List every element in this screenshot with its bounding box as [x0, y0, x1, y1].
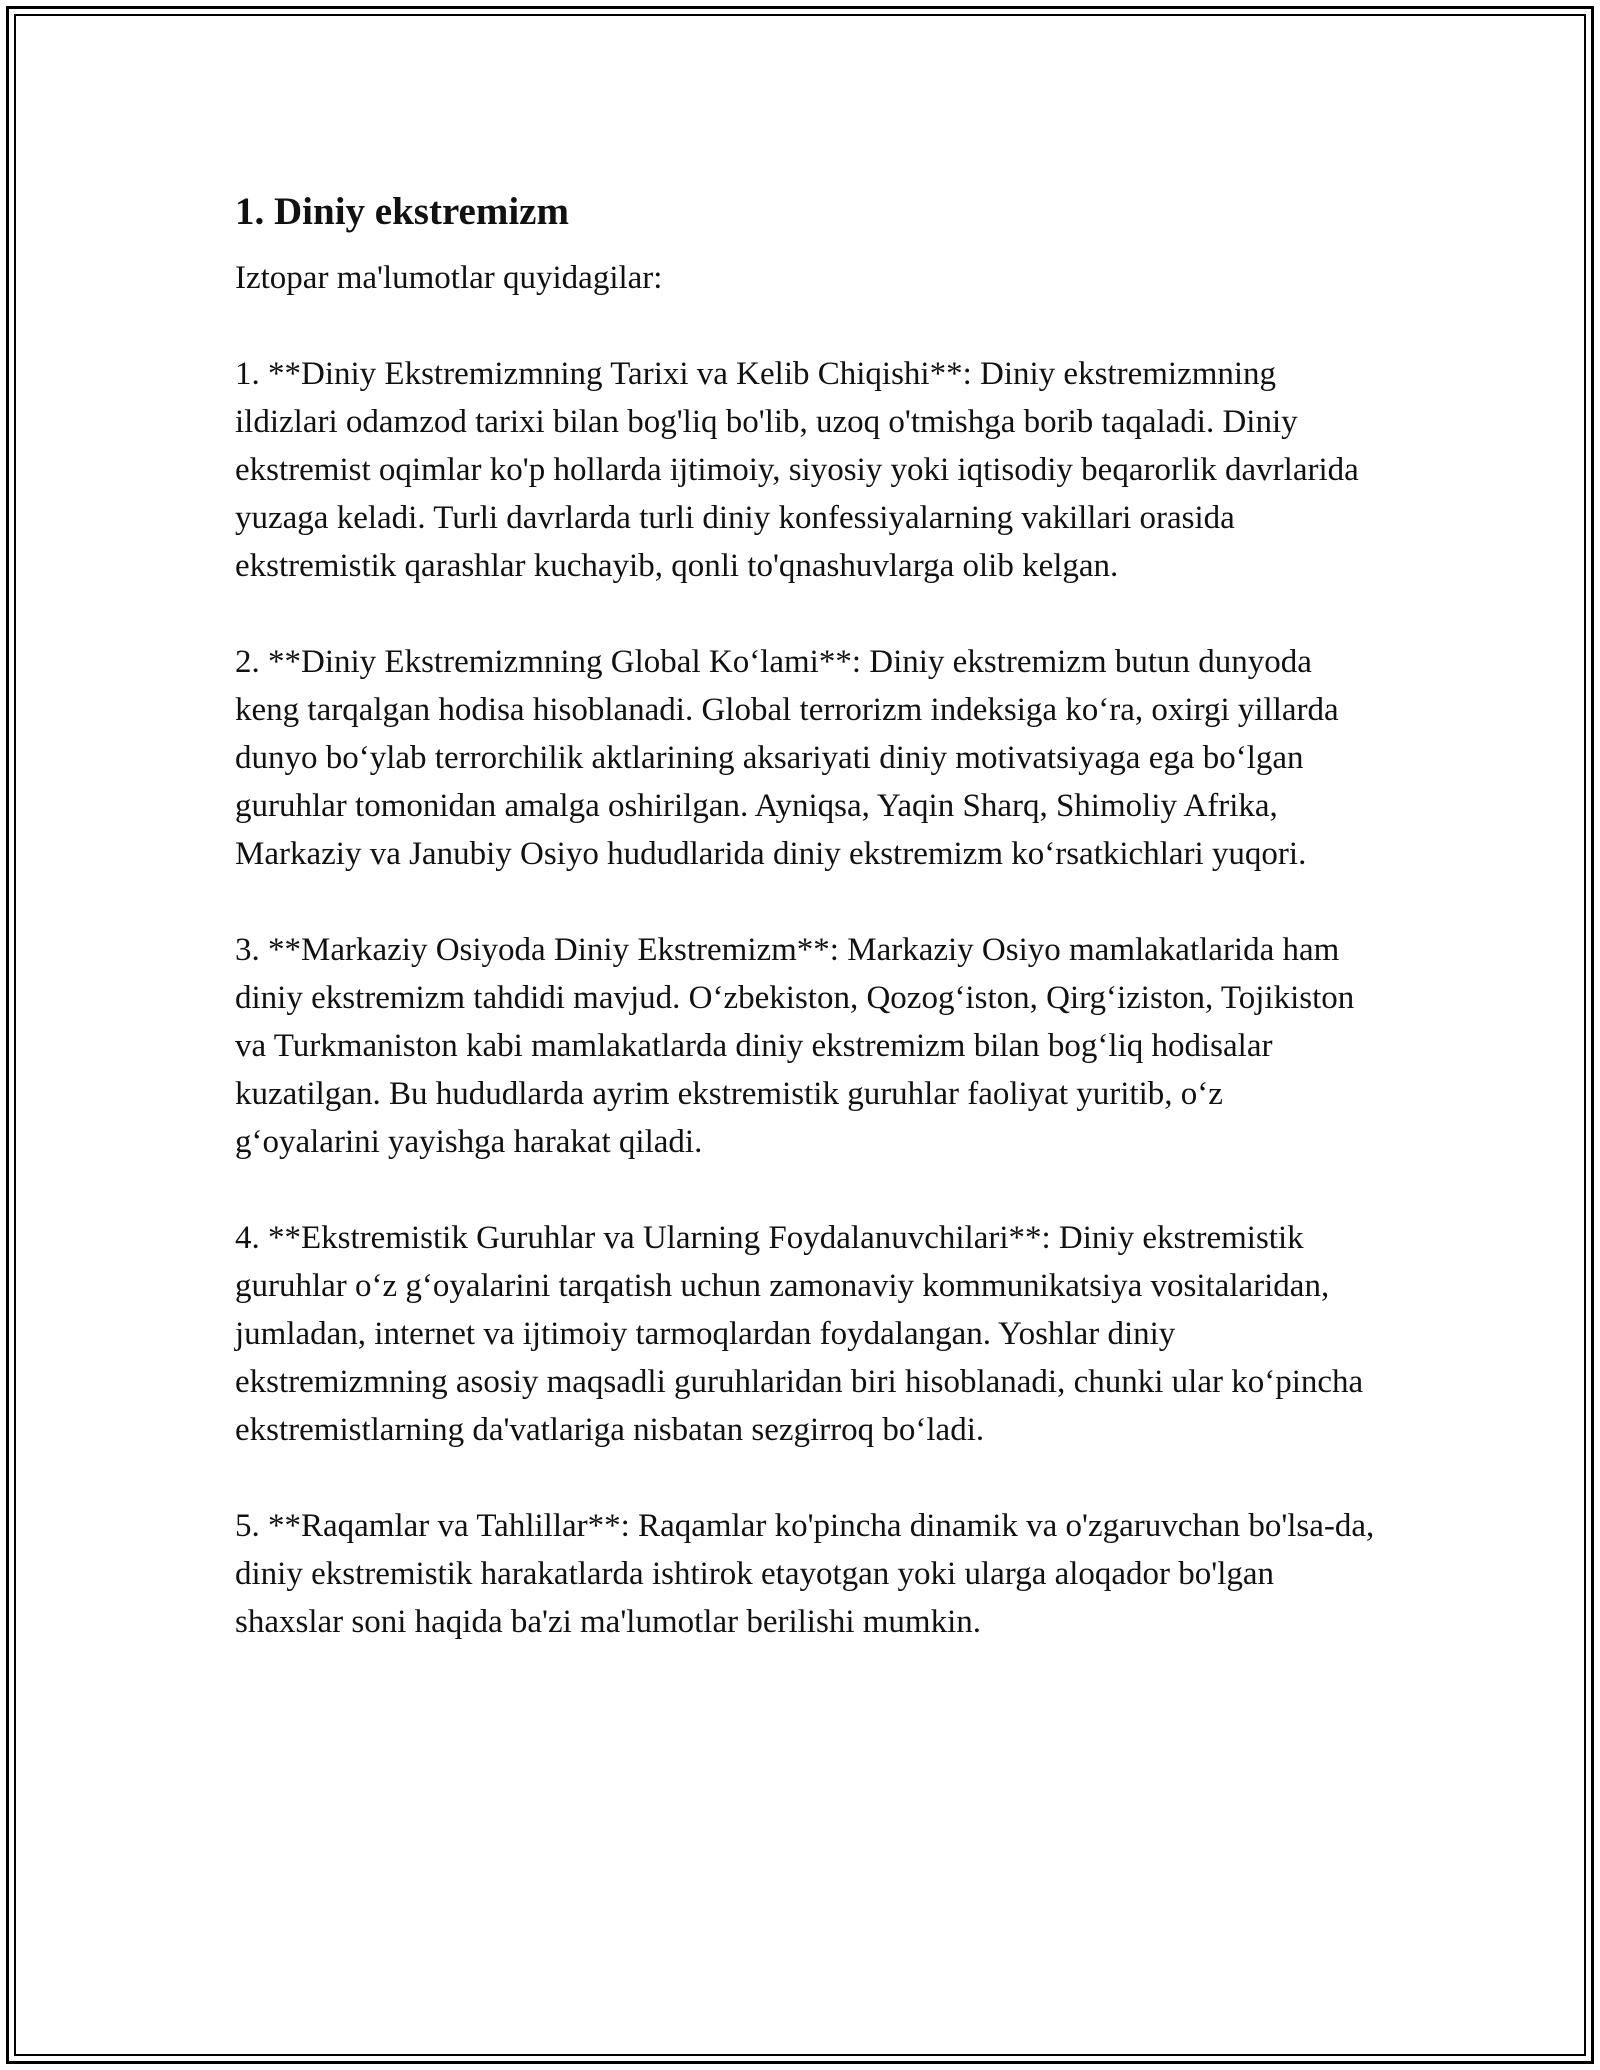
intro-paragraph: Iztopar ma'lumotlar quyidagilar:: [235, 260, 663, 296]
list-item-5: 5. **Raqamlar va Tahlillar**: Raqamlar ko'pincha dinamik va o'zgaruvchan bo'lsa-da, diniy ekstremistik harakatlarda ishtirok etayotgan yoki ularga aloqador bo'lgan shaxslar soni haqida ba'zi ma'lumotlar berilishi mumkin.: [235, 1508, 1375, 1640]
list-item-4: 4. **Ekstremistik Guruhlar va Ularning Foydalanuvchilari**: Diniy ekstremistik guruhlar oʻz gʻoyalarini tarqatish uchun zamonaviy kommunikatsiya vositalaridan, jumladan, internet va ijtimoiy tarmoqlardan foydalangan. Yoshlar diniy ekstremizmning asosiy maqsadli guruhlaridan biri hisoblanadi, chunki ular koʻpincha ekstremistlarning da'vatlariga nisbatan sezgirroq boʻladi.: [235, 1220, 1364, 1448]
document-body: [235, 186, 1375, 1694]
list-item-2: 2. **Diniy Ekstremizmning Global Koʻlami**: Diniy ekstremizm butun dunyoda keng tarqalgan hodisa hisoblanadi. Global terrorizm indeksiga koʻra, oxirgi yillarda dunyo boʻylab terrorchilik aktlarining aksariyati diniy motivatsiyaga ega boʻlgan guruhlar tomonidan amalga oshirilgan. Ayniqsa, Yaqin Sharq, Shimoliy Afrika, Markaziy va Janubiy Osiyo hududlarida diniy ekstremizm koʻrsatkichlari yuqori.: [235, 644, 1339, 872]
list-item-3: 3. **Markaziy Osiyoda Diniy Ekstremizm**: Markaziy Osiyo mamlakatlarida ham diniy ekstremizm tahdidi mavjud. Oʻzbekiston, Qozogʻiston, Qirgʻiziston, Tojikiston va Turkmaniston kabi mamlakatlarda diniy ekstremizm bilan bogʻliq hodisalar kuzatilgan. Bu hududlarda ayrim ekstremistik guruhlar faoliyat yuritib, oʻz gʻoyalarini yayishga harakat qiladi.: [235, 932, 1355, 1160]
document-title: 1. Diniy ekstremizm: [235, 190, 569, 233]
list-item-1: 1. **Diniy Ekstremizmning Tarixi va Kelib Chiqishi**: Diniy ekstremizmning ildizlari odamzod tarixi bilan bog'liq bo'lib, uzoq o'tmishga borib taqaladi. Diniy ekstremist oqimlar ko'p hollarda ijtimoiy, siyosiy yoki iqtisodiy beqarorlik davrlarida yuzaga keladi. Turli davrlarda turli diniy konfessiyalarning vakillari orasida ekstremistik qarashlar kuchayib, qonli to'qnashuvlarga olib kelgan.: [235, 356, 1359, 584]
